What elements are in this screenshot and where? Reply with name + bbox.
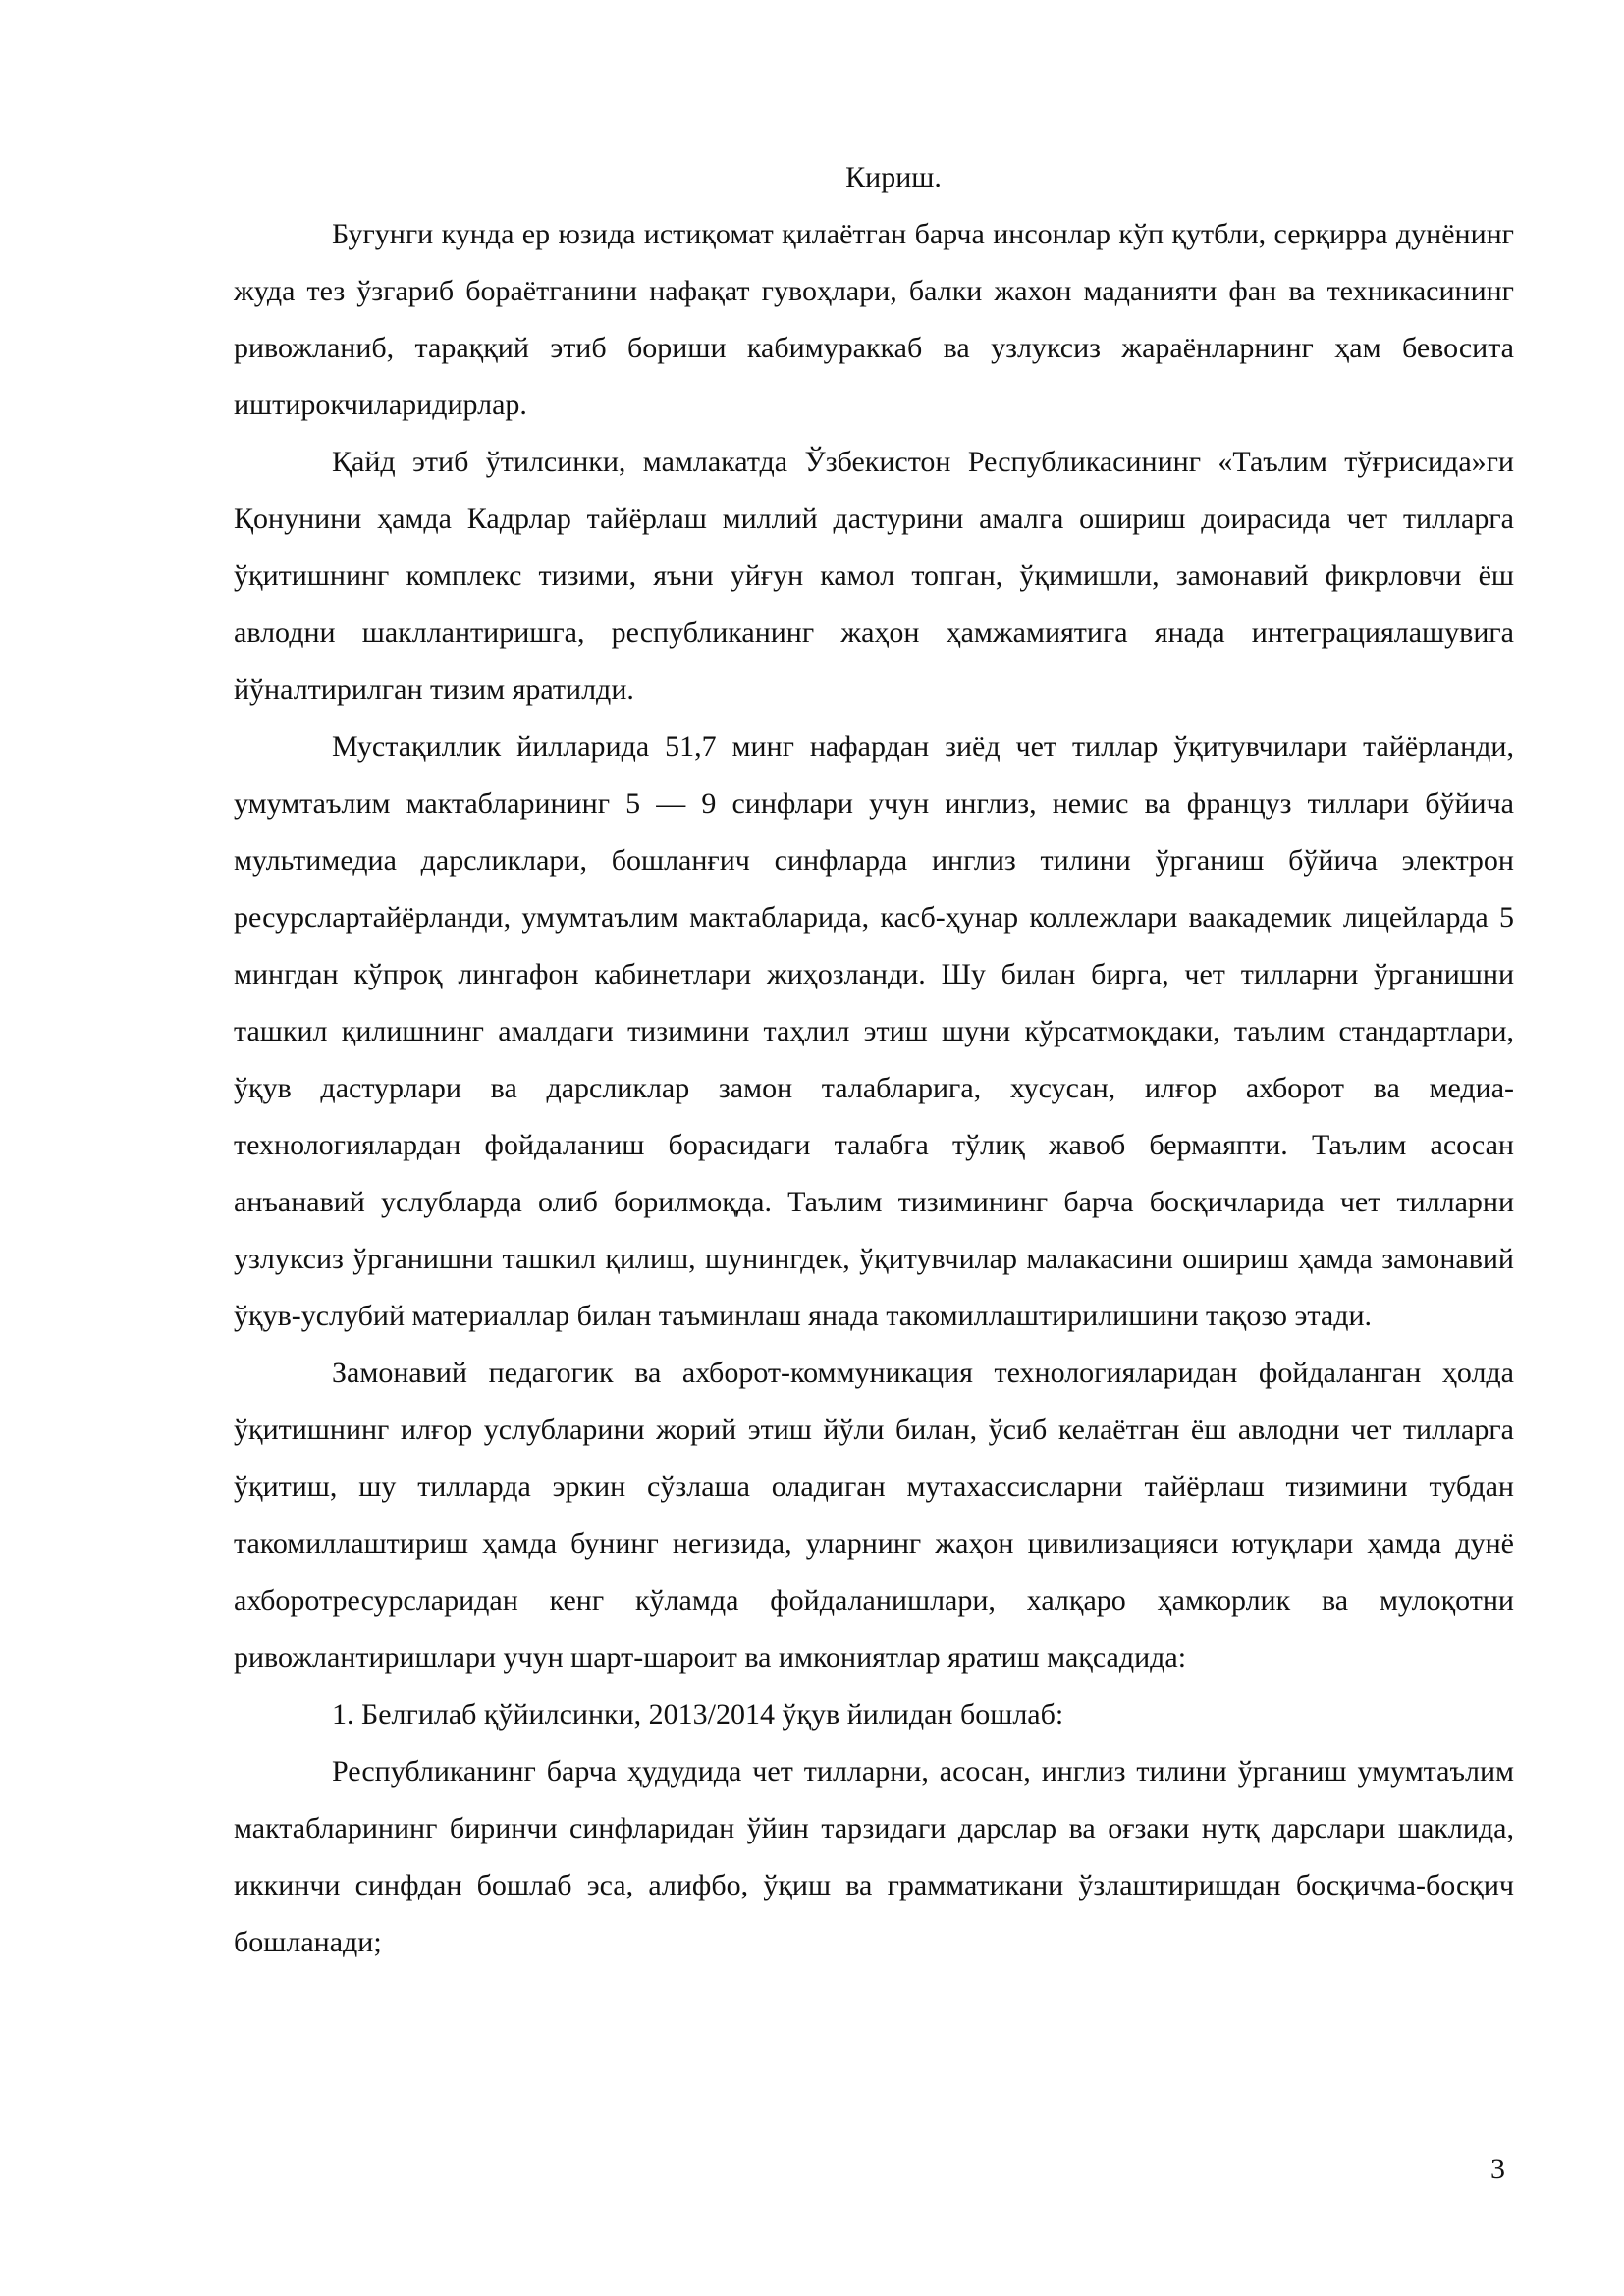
numbered-item: 1. Белгилаб қўйилсинки, 2013/2014 ўқув йилидан бошлаб: <box>332 1698 1064 1731</box>
document-title: Кириш. <box>845 161 942 193</box>
paragraph: Замонавий педагогик ва ахборот-коммуникация технологияларидан фойдаланган ҳолда ўқитишнинг илғор услубларини жорий этиш йўли билан, ўсиб келаётган ёш авлодни чет тилларга ўқитиш, шу тилларда эркин сўзлаша оладиган мутахассисларни тайёрлаш тизимини тубдан такомиллаштириш ҳамда бунинг негизида, уларнинг жаҳон цивилизацияси ютуқлари ҳамда дунё ахборотресурсларидан кенг кўламда фойдаланишлари, халқаро ҳамкорлик ва мулоқотни ривожлантиришлари учун шарт-шароит ва имкониятлар яратиш мақсадида: <box>234 1357 1514 1674</box>
paragraph: Қайд этиб ўтилсинки, мамлакатда Ўзбекистон Республикасининг «Таълим тўғрисида»ги Қонунини ҳамда Кадрлар тайёрлаш миллий дастурини амалга ошириш доирасида чет тилларга ўқитишнинг комплекс тизими, яъни уйғун камол топган, ўқимишли, замонавий фикрловчи ёш авлодни шакллантиришга, республиканинг жаҳон ҳамжамиятига янада интеграциялашувига йўналтирилган тизим яратилди. <box>234 446 1514 706</box>
document-page <box>234 149 1514 1971</box>
paragraph: Республиканинг барча ҳудудида чет тилларни, асосан, инглиз тилини ўрганиш умумтаълим мактабларининг биринчи синфларидан ўйин тарзидаги дарслар ва оғзаки нутқ дарслари шаклида, иккинчи синфдан бошлаб эса, алифбо, ўқиш ва грамматикани ўзлаштиришдан босқичма-босқич бошланади; <box>234 1755 1514 1958</box>
paragraph: Мустақиллик йилларида 51,7 минг нафардан зиёд чет тиллар ўқитувчилари тайёрланди, умумтаълим мактабларининг 5 — 9 синфлари учун инглиз, немис ва француз тиллари бўйича мультимедиа дарсликлари, бошланғич синфларда инглиз тилини ўрганиш бўйича электрон ресурслартайёрланди, умумтаълим мактабларида, касб-ҳунар коллежлари ваакадемик лицейларда 5 мингдан кўпроқ лингафон кабинетлари жиҳозланди. Шу билан бирга, чет тилларни ўрганишни ташкил қилишнинг амалдаги тизимини таҳлил этиш шуни кўрсатмоқдаки, таълим стандартлари, ўқув дастурлари ва дарсликлар замон талабларига, хусусан, илғор ахборот ва медиа-технологиялардан фойдаланиш борасидаги талабга тўлиқ жавоб бермаяпти. Таълим асосан анъанавий услубларда олиб борилмоқда. Таълим тизимининг барча босқичларида чет тилларни узлуксиз ўрганишни ташкил қилиш, шунингдек, ўқитувчилар малакасини ошириш ҳамда замонавий ўқув-услубий материаллар билан таъминлаш янада такомиллаштирилишини тақозо этади. <box>234 730 1514 1332</box>
paragraph: Бугунги кунда ер юзида истиқомат қилаётган барча инсонлар кўп қутбли, серқирра дунёнинг жуда тез ўзгариб бораётганини нафақат гувоҳлари, балки жахон маданияти фан ва техникасининг ривожланиб, тараққий этиб бориши кабимураккаб ва узлуксиз жараёнларнинг ҳам бевосита иштирокчиларидирлар. <box>234 218 1514 421</box>
page-number: 3 <box>1490 2153 1505 2185</box>
